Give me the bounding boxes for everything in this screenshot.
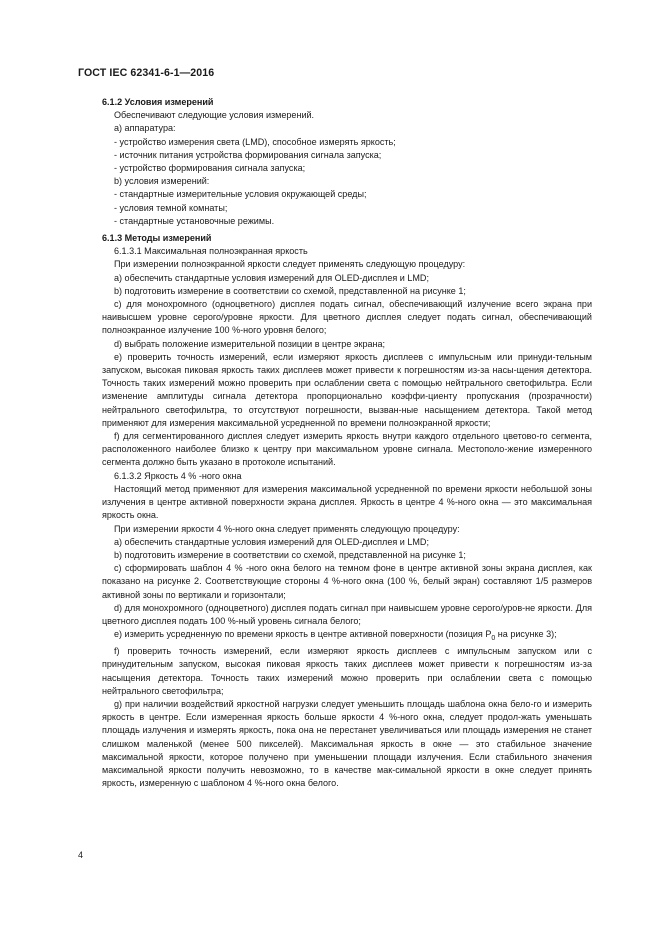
paragraph: c) для монохромного (одноцветного) дисплея подать сигнал, обеспечивающий излучение всего экрана при наивысшем уровне серого/уровне яркости. Для цветного дисплея следует подать сигнал, обеспечивающий полноэкранное излучение 100 %-ного уровня белого;	[102, 299, 592, 336]
paragraph: - устройство измерения света (LMD), способное измерять яркость;	[114, 136, 396, 147]
paragraph: c) сформировать шаблон 4 % -ного окна белого на темном фоне в центре активной зоны экрана дисплея, как показано на рисунке 2. Соответствующие стороны 4 %-ного окна (100 %, белый экран) составляют 1/5 размеров активной зоны по вертикали и горизонтали;	[102, 563, 592, 600]
section-heading: 6.1.3 Методы измерений	[102, 233, 212, 244]
paragraph: 6.1.3.1 Максимальная полноэкранная яркость	[114, 246, 308, 257]
paragraph: a) аппаратура:	[114, 123, 176, 134]
paragraph: d) для монохромного (одноцветного) дисплея подать сигнал при наивысшем уровне серого/уров-не яркости. Для цветного дисплея подать 100 %-ный уровень сигнала белого;	[102, 602, 592, 626]
document-body	[102, 96, 592, 790]
paragraph: - источник питания устройства формирования сигнала запуска;	[114, 149, 382, 160]
paragraph	[102, 628, 592, 645]
paragraph: e) проверить точность измерений, если измеряют яркость дисплеев с импульсным или принуди-тельным запуском, высокая пиковая яркость таких дисплеев может привести к погрешностям из-за насы-щения детектора. Точность таких измерений можно проверить при ослаблении света с помощью нейтрального светофильтра. Если изменение амплитуды сигнала детектора пропорционально коэффи-циенту пропускания (прозрачности) нейтрального светофильтра, то отсутствуют погрешности, вызван-ные насыщением детектора. Такой метод применяют для измерения максимальной усредненной по времени полноэкранной яркости;	[102, 351, 592, 428]
page-number: 4	[78, 850, 84, 860]
subscript: 0	[491, 634, 496, 642]
paragraph: d) выбрать положение измерительной позиции в центре экрана;	[114, 338, 386, 349]
paragraph: b) подготовить измерение в соответствии со схемой, представленной на рисунке 1;	[114, 549, 466, 560]
paragraph: При измерении яркости 4 %-ного окна следует применять следующую процедуру:	[114, 523, 460, 534]
paragraph: Настоящий метод применяют для измерения максимальной усредненной по времени яркости небольшой зоны излучения в центре активной поверхности экрана дисплея. Яркость в центре 4 %-ного окна — это максимальная яркость окна.	[102, 483, 592, 521]
paragraph: Обеспечивают следующие условия измерений.	[114, 110, 315, 121]
document-header: ГОСТ IEC 62341-6-1—2016	[78, 67, 215, 79]
paragraph: b) подготовить измерение в соответствии со схемой, представленной на рисунке 1;	[114, 285, 466, 296]
paragraph: - условия темной комнаты;	[114, 202, 228, 213]
paragraph-text: e) измерить усредненную по времени яркость в центре активной поверхности (позиция P	[114, 629, 492, 640]
paragraph: 6.1.3.2 Яркость 4 % -ного окна	[114, 470, 242, 481]
paragraph: a) обеспечить стандартные условия измерений для OLED-дисплея и LMD;	[114, 272, 429, 283]
section-heading: 6.1.2 Условия измерений	[102, 97, 214, 107]
paragraph: b) условия измерений:	[114, 176, 210, 187]
paragraph: - стандартные измерительные условия окружающей среды;	[114, 189, 367, 200]
paragraph: При измерении полноэкранной яркости следует применять следующую процедуру:	[114, 259, 466, 270]
paragraph: g) при наличии воздействий яркостной нагрузки следует уменьшить площадь шаблона окна бело-го и измерить яркость в центре. Если измеренная яркость больше яркости 4 %-ного окна, следует продол-жать уменьшать площадь излучения и измерять яркость, пока она не перестанет увеличиваться или площадь измерения не станет слишком маленькой (менее 500 пикселей). Максимальная яркость в окне — это стабильное значение максимальной яркости, которое получено при уменьшении площади излучения. Если стабильного значения максимальной яркости получить невозможно, то в качестве мак-симальной яркости в окне следует принять яркость, измеренную с шаблоном 4 %-ного окна белого.	[102, 698, 592, 789]
paragraph: - устройство формирования сигнала запуска;	[114, 163, 306, 174]
paragraph: - стандартные установочные режимы.	[114, 215, 275, 226]
paragraph: f) для сегментированного дисплея следует измерить яркость внутри каждого отдельного цветово-го сегмента, расположенного наиболее близко к центру при максимальном уровне сигнала. Местополо-жение измеренного сегмента должно быть указано в протоколе испытаний.	[102, 431, 592, 468]
paragraph: f) проверить точность измерений, если измеряют яркость дисплеев с импульсным запуском или с принудительным запуском, высокая пиковая яркость таких дисплеев может привести к погрешностям из-за насыщения детектора. Точность таких измерений можно проверить при ослаблении света с помощью нейтрального светофильтра;	[102, 646, 592, 696]
paragraph: a) обеспечить стандартные условия измерений для OLED-дисплея и LMD;	[114, 536, 429, 547]
paragraph-text: на рисунке 3);	[495, 629, 557, 640]
